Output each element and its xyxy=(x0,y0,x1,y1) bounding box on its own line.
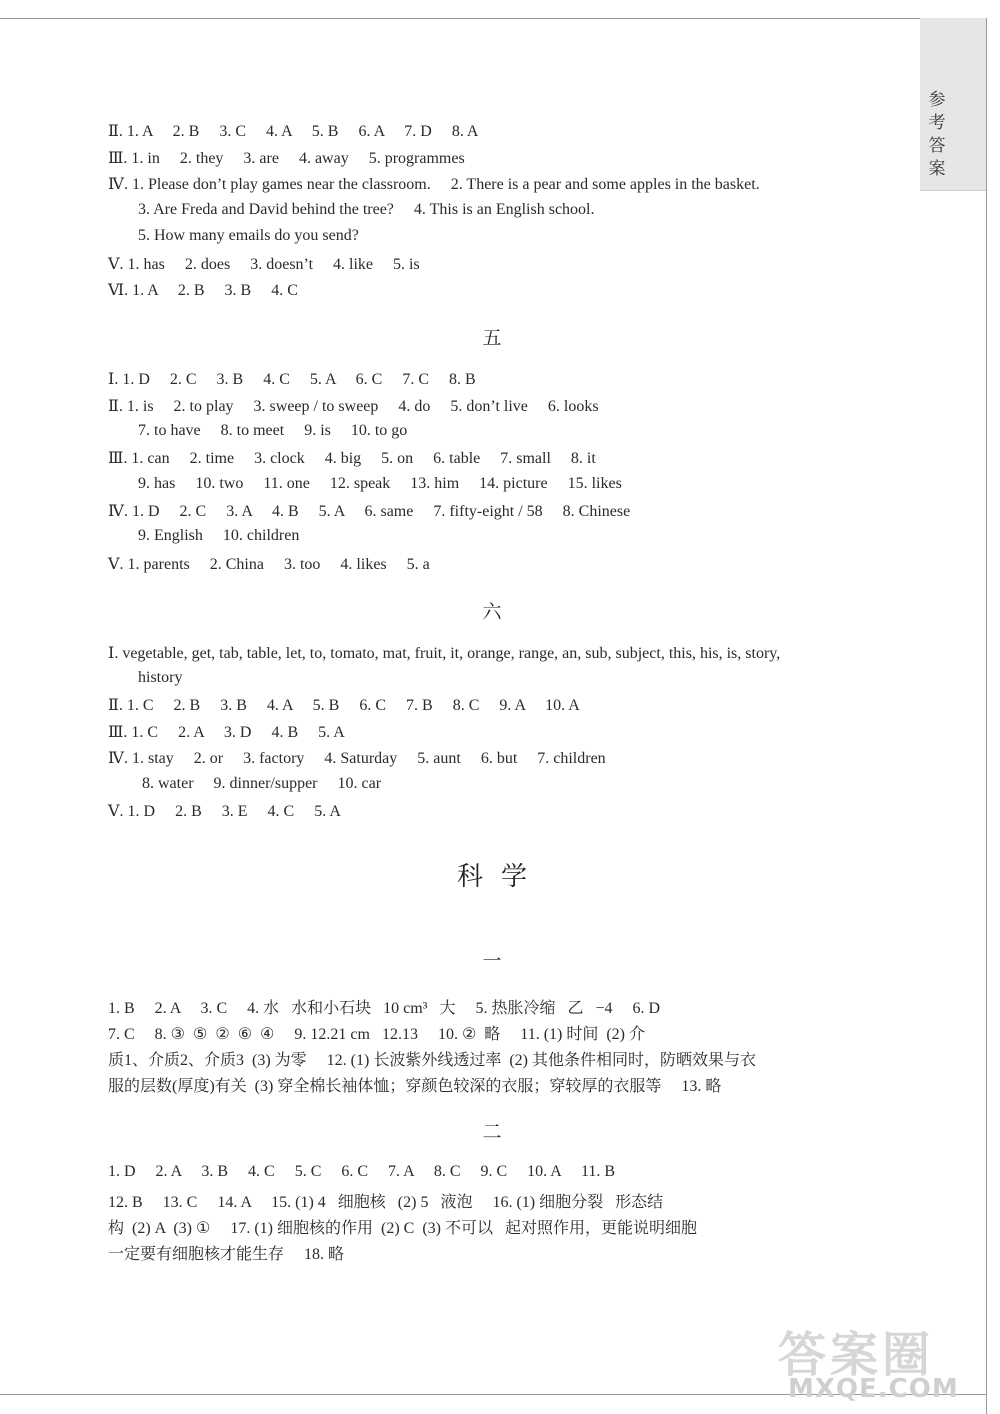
answer-line: Ⅴ. 1. D 2. B 3. E 4. C 5. A xyxy=(108,803,341,820)
page-border-top xyxy=(0,18,986,19)
answer-line: Ⅱ. 1. C 2. B 3. B 4. A 5. B 6. C 7. B 8. C 9. A 10. A xyxy=(108,697,580,714)
section-heading: 二 xyxy=(482,1122,502,1143)
answer-line: 9. has 10. two 11. one 12. speak 13. him 14. picture 15. likes xyxy=(138,475,622,492)
answer-line: Ⅰ. 1. D 2. C 3. B 4. C 5. A 6. C 7. C 8. B xyxy=(108,371,476,388)
answer-line: 一定要有细胞核才能生存 18. 略 xyxy=(108,1246,345,1263)
answer-line: Ⅵ. 1. A 2. B 3. B 4. C xyxy=(108,282,298,299)
answer-line: 7. to have 8. to meet 9. is 10. to go xyxy=(138,422,408,439)
section-heading: 六 xyxy=(482,602,502,623)
answer-line: 5. How many emails do you send? xyxy=(138,227,359,244)
section-heading: 五 xyxy=(482,328,502,349)
watermark-url: MXQE.COM xyxy=(788,1374,959,1404)
answer-line: Ⅲ. 1. C 2. A 3. D 4. B 5. A xyxy=(108,724,345,741)
answer-line: Ⅱ. 1. is 2. to play 3. sweep / to sweep 4. do 5. don’t live 6. looks xyxy=(108,398,599,415)
answer-line: Ⅴ. 1. parents 2. China 3. too 4. likes 5. a xyxy=(108,556,430,573)
watermark-logo-text: 答案圈 xyxy=(778,1327,935,1383)
answer-line: Ⅴ. 1. has 2. does 3. doesn’t 4. like 5. is xyxy=(108,256,420,273)
answer-line: Ⅳ. 1. stay 2. or 3. factory 4. Saturday 5. aunt 6. but 7. children xyxy=(108,750,606,767)
answer-line: Ⅲ. 1. can 2. time 3. clock 4. big 5. on 6. table 7. small 8. it xyxy=(108,450,596,467)
answer-line: 1. D 2. A 3. B 4. C 5. C 6. C 7. A 8. C 9. C 10. A 11. B xyxy=(108,1163,616,1180)
side-tab-label: 参考答案 xyxy=(928,90,946,178)
answer-line: Ⅳ. 1. D 2. C 3. A 4. B 5. A 6. same 7. fifty-eight / 58 8. Chinese xyxy=(108,503,631,520)
answer-line: Ⅲ. 1. in 2. they 3. are 4. away 5. programmes xyxy=(108,150,465,167)
answer-line: 12. B 13. C 14. A 15. (1) 4 细胞核 (2) 5 液泡 16. (1) 细胞分裂 形态结 xyxy=(108,1194,664,1211)
page-border-right xyxy=(986,18,987,1414)
subject-title: 科学 xyxy=(456,862,545,891)
answer-line: Ⅳ. 1. Please don’t play games near the classroom. 2. There is a pear and some apples in the basket. xyxy=(108,176,760,193)
answer-line: 1. B 2. A 3. C 4. 水 水和小石块 10 cm³ 大 5. 热胀冷缩 乙 −4 6. D xyxy=(108,1000,661,1017)
answer-line: 构 (2) A (3) ① 17. (1) 细胞核的作用 (2) C (3) 不可以 起对照作用，更能说明细胞 xyxy=(108,1220,697,1237)
answer-line: Ⅱ. 1. A 2. B 3. C 4. A 5. B 6. A 7. D 8. A xyxy=(108,123,479,140)
answer-line: 服的层数(厚度)有关 (3) 穿全棉长袖体恤；穿颜色较深的衣服；穿较厚的衣服等 13. 略 xyxy=(108,1078,722,1095)
answer-line: 9. English 10. children xyxy=(138,527,300,544)
answer-line: 质1、介质2、介质3 (3) 为零 12. (1) 长波紫外线透过率 (2) 其他条件相同时，防晒效果与衣 xyxy=(108,1052,756,1069)
answer-line: 3. Are Freda and David behind the tree? 4. This is an English school. xyxy=(138,201,595,218)
answer-line: Ⅰ. vegetable, get, tab, table, let, to, tomato, mat, fruit, it, orange, range, an, sub, subject, this, his, is, story, xyxy=(108,645,781,662)
answer-line: 8. water 9. dinner/supper 10. car xyxy=(142,775,382,792)
section-heading: 一 xyxy=(482,951,502,972)
answer-line: history xyxy=(138,669,183,686)
answer-line: 7. C 8. ③ ⑤ ② ⑥ ④ 9. 12.21 cm 12.13 10. ② 略 11. (1) 时间 (2) 介 xyxy=(108,1026,646,1043)
watermark xyxy=(778,1316,990,1412)
